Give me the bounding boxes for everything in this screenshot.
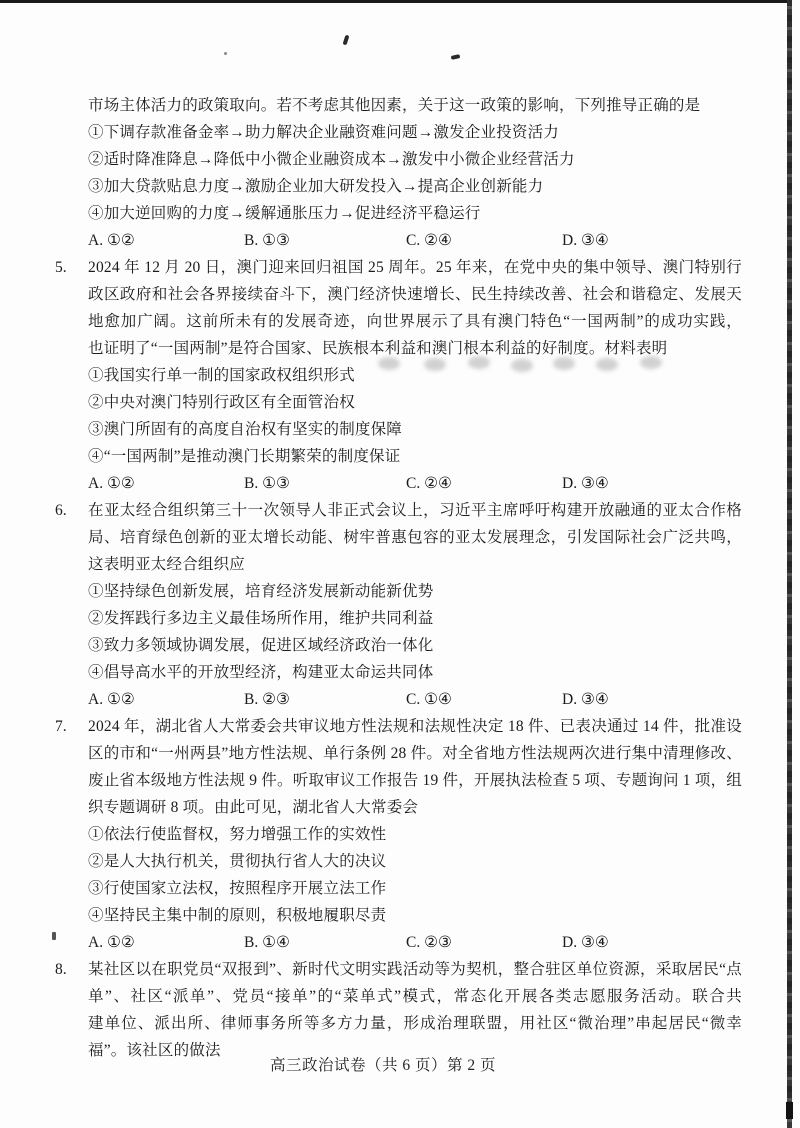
ink-speck bbox=[52, 932, 56, 940]
question-line: 区的市和“一州两县”地方性法规、单行条例 28 件。对全省地方性法规两次进行集中清理修改、 bbox=[88, 745, 742, 762]
question-line: ④坚持民主集中制的原则，积极地履职尽责 bbox=[88, 907, 387, 924]
question-line: ②是人大执行机关，贯彻执行省人大的决议 bbox=[88, 853, 387, 870]
options-row bbox=[88, 470, 742, 497]
question-block bbox=[88, 92, 742, 254]
scan-right-edge-line bbox=[787, 0, 792, 1128]
question-line: 福”。该社区的做法 bbox=[88, 1042, 221, 1059]
option-b: B. ②③ bbox=[244, 691, 290, 708]
question-line: ①依法行使监督权，努力增强工作的实效性 bbox=[88, 826, 387, 843]
question-line: ③行使国家立法权，按照程序开展立法工作 bbox=[88, 880, 387, 897]
question-line: 织专题调研 8 项。由此可见，湖北省人大常委会 bbox=[88, 799, 419, 816]
options-row bbox=[88, 929, 742, 956]
question-line: ③加大贷款贴息力度→激励企业加大研发投入→提高企业创新能力 bbox=[88, 178, 544, 195]
ink-speck bbox=[451, 54, 461, 60]
question-line: ③致力多领域协调发展，促进区域经济政治一体化 bbox=[88, 637, 434, 654]
question-line: ④“一国两制”是推动澳门长期繁荣的制度保证 bbox=[88, 448, 401, 465]
option-c: C. ①④ bbox=[406, 691, 452, 708]
option-b: B. ①③ bbox=[244, 475, 290, 492]
question-number: 8. bbox=[55, 961, 67, 978]
question-block bbox=[55, 497, 742, 713]
page-footer: 高三政治试卷（共 6 页）第 2 页 bbox=[270, 1057, 497, 1074]
scan-top-edge-line bbox=[0, 0, 791, 3]
option-d: D. ③④ bbox=[562, 691, 609, 708]
question-line: 2024 年，湖北省人大常委会共审议地方性法规和法规性决定 18 件、已表决通过 14 件，批准设 bbox=[88, 718, 742, 735]
ink-speck bbox=[224, 52, 227, 55]
question-number: 6. bbox=[55, 502, 67, 519]
question-line: ③澳门所固有的高度自治权有坚实的制度保障 bbox=[88, 421, 403, 438]
question-line: ①坚持绿色创新发展，培育经济发展新动能新优势 bbox=[88, 583, 434, 600]
option-c: C. ②④ bbox=[406, 232, 452, 249]
question-line: 单”、社区“派单”、党员“接单”的“菜单式”模式，常态化开展各类志愿服务活动。联合共 bbox=[88, 988, 742, 1005]
question-block bbox=[55, 956, 742, 1064]
question-line: ①下调存款准备金率→助力解决企业融资难问题→激发企业投资活力 bbox=[88, 124, 560, 141]
options-row bbox=[88, 227, 742, 254]
question-line: ②适时降准降息→降低中小微企业融资成本→激发中小微企业经营活力 bbox=[88, 151, 575, 168]
option-a: A. ①② bbox=[88, 475, 135, 492]
option-c: C. ②④ bbox=[406, 475, 452, 492]
question-block bbox=[55, 713, 742, 956]
question-line: 2024 年 12 月 20 日，澳门迎来回归祖国 25 周年。25 年来，在党中央的集中领导、澳门特别行 bbox=[88, 259, 742, 276]
question-block bbox=[55, 254, 742, 497]
question-line: 废止省本级地方性法规 9 件。听取审议工作报告 19 件，开展执法检查 5 项、专题询问 1 项，组 bbox=[88, 772, 742, 789]
ink-speck bbox=[343, 35, 350, 46]
question-line: 地愈加广阔。这前所未有的发展奇迹，向世界展示了具有澳门特色“一国两制”的成功实践， bbox=[88, 313, 742, 330]
option-a: A. ①② bbox=[88, 934, 135, 951]
question-line: 在亚太经合组织第三十一次领导人非正式会议上，习近平主席呼吁构建开放融通的亚太合作格 bbox=[88, 502, 742, 519]
option-c: C. ②③ bbox=[406, 934, 452, 951]
option-d: D. ③④ bbox=[562, 232, 609, 249]
option-d: D. ③④ bbox=[562, 475, 609, 492]
scan-corner-mark bbox=[786, 1102, 793, 1119]
question-line: 也证明了“一国两制”是符合国家、民族根本利益和澳门根本利益的好制度。材料表明 bbox=[88, 340, 668, 357]
option-a: A. ①② bbox=[88, 691, 135, 708]
question-line: ②中央对澳门特别行政区有全面管治权 bbox=[88, 394, 355, 411]
question-line: ④倡导高水平的开放型经济，构建亚太命运共同体 bbox=[88, 664, 434, 681]
question-line: 这表明亚太经合组织应 bbox=[88, 556, 246, 573]
options-row bbox=[88, 686, 742, 713]
question-line: 市场主体活力的政策取向。若不考虑其他因素，关于这一政策的影响，下列推导正确的是 bbox=[88, 97, 701, 114]
question-line: ④加大逆回购的力度→缓解通胀压力→促进经济平稳运行 bbox=[88, 205, 481, 222]
question-line: 局、培育绿色创新的亚太增长动能、树牢普惠包容的亚太发展理念，引发国际社会广泛共鸣， bbox=[88, 529, 742, 546]
exam-content bbox=[55, 92, 742, 1064]
question-number: 7. bbox=[55, 718, 67, 735]
question-line: 建单位、派出所、律师事务所等多方力量，形成治理联盟，用社区“微治理”串起居民“微幸 bbox=[88, 1015, 742, 1032]
option-b: B. ①③ bbox=[244, 232, 290, 249]
question-line: 政区政府和社会各界接续奋斗下，澳门经济快速增长、民生持续改善、社会和谐稳定、发展天 bbox=[88, 286, 742, 303]
option-a: A. ①② bbox=[88, 232, 135, 249]
question-line: 某社区以在职党员“双报到”、新时代文明实践活动等为契机，整合驻区单位资源，采取居民“点 bbox=[88, 961, 742, 978]
question-line: ②发挥践行多边主义最佳场所作用，维护共同利益 bbox=[88, 610, 434, 627]
question-number: 5. bbox=[55, 259, 67, 276]
option-b: B. ①④ bbox=[244, 934, 290, 951]
option-d: D. ③④ bbox=[562, 934, 609, 951]
question-line: ①我国实行单一制的国家政权组织形式 bbox=[88, 367, 355, 384]
